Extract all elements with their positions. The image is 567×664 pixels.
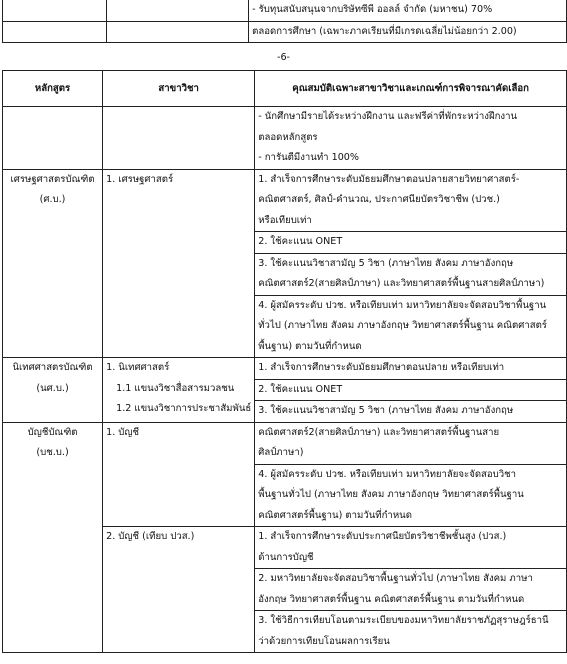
header-row	[3, 71, 567, 107]
criteria-line: ทั่วไป (ภาษาไทย สังคม ภาษาอังกฤษ วิทยาศาสตร์พื้นฐาน คณิตศาสตร์	[255, 316, 567, 337]
criteria-line: อังกฤษ วิทยาศาสตร์พื้นฐาน คณิตศาสตร์พื้นฐาน ตามวันที่กำหนด	[255, 590, 567, 611]
program-communication	[3, 358, 103, 423]
criteria-line: 3. ใช้คะแนนวิชาสามัญ 5 วิชา (ภาษาไทย สังคม ภาษาอังกฤษ	[255, 401, 567, 423]
criteria-line: ด้านการบัญชี	[255, 548, 567, 569]
top-table	[2, 0, 567, 43]
program-name: นิเทศศาสตรบัณฑิต	[12, 362, 93, 373]
criteria-line: หรือเทียบเท่า	[255, 211, 567, 232]
major-line: 1.1 แขนงวิชาสื่อสารมวลชน	[116, 382, 235, 394]
major-line: 1.2 แขนงวิชาการประชาสัมพันธ์	[116, 403, 252, 414]
criteria-line: 3. ใช้วิธีการเทียบโอนตามระเบียบของมหาวิทยาลัยราชภัฏสุราษฎร์ธานี	[255, 611, 567, 632]
top-row-2: ตลอดการศึกษา (เฉพาะภาคเรียนที่มีเกรดเฉลี่ยไม่น้อยกว่า 2.00)	[249, 21, 567, 43]
major-accounting-transfer: 2. บัญชี (เทียบ ปวส.)	[103, 527, 255, 653]
main-table	[2, 70, 567, 653]
major-accounting: 1. บัญชี	[103, 422, 255, 527]
criteria-line: 2. ใช้คะแนน ONET	[255, 232, 567, 254]
header-major: สาขาวิชา	[103, 71, 255, 107]
program-abbr: (บช.บ.)	[36, 447, 69, 458]
program-economics	[3, 169, 103, 358]
criteria-line: 1. สำเร็จการศึกษาระดับมัธยมศึกษาตอนปลายสายวิทยาศาสตร์-	[255, 169, 567, 190]
header-criteria: คุณสมบัติเฉพาะสาขาวิชาและเกณฑ์การพิจารณาคัดเลือก	[255, 71, 567, 107]
criteria-line: 2. มหาวิทยาลัยจะจัดสอบวิชาพื้นฐานทั่วไป (ภาษาไทย สังคม ภาษา	[255, 569, 567, 590]
page-number: -6-	[276, 52, 291, 63]
program-name: บัญชีบัณฑิต	[27, 426, 78, 438]
criteria-line: 1. สำเร็จการศึกษาระดับมัธยมศึกษาตอนปลาย หรือเทียบเท่า	[255, 358, 567, 380]
criteria-line: คณิตศาสตร์2(สายศิลป์ภาษา) และวิทยาศาสตร์พื้นฐานสาย	[255, 422, 567, 443]
continuation-line: - นักศึกษามีรายได้ระหว่างฝึกงาน และฟรีค่าที่พักระหว่างฝึกงาน	[255, 107, 567, 128]
criteria-line: 2. ใช้คะแนน ONET	[255, 379, 567, 401]
program-accounting	[3, 422, 103, 653]
program-name: เศรษฐศาสตรบัณฑิต	[10, 173, 95, 185]
criteria-line: คณิตศาสตร์พื้นฐาน) ตามวันที่กำหนด	[255, 506, 567, 527]
program-abbr: (ศ.บ.)	[39, 194, 66, 205]
major-economics: 1. เศรษฐศาสตร์	[103, 169, 255, 358]
criteria-line: คณิตศาสตร์2(สายศิลป์ภาษา) และวิทยาศาสตร์พื้นฐานสายศิลป์ภาษา)	[255, 274, 567, 295]
continuation-line: - การันตีมีงานทำ 100%	[255, 148, 567, 169]
criteria-line: 4. ผู้สมัครระดับ ปวช. หรือเทียบเท่า มหาวิทยาลัยจะจัดสอบวิชา	[255, 464, 567, 485]
criteria-line: 1. สำเร็จการศึกษาระดับประกาศนียบัตรวิชาชีพชั้นสูง (ปวส.)	[255, 527, 567, 548]
header-program: หลักสูตร	[3, 71, 103, 107]
criteria-line: ศิลป์ภาษา)	[255, 443, 567, 464]
criteria-line: 3. ใช้คะแนนวิชาสามัญ 5 วิชา (ภาษาไทย สังคม ภาษาอังกฤษ	[255, 253, 567, 274]
major-communication	[103, 358, 255, 423]
major-line: 1. นิเทศศาสตร์	[106, 362, 170, 373]
criteria-line: ว่าด้วยการเทียบโอนผลการเรียน	[255, 632, 567, 653]
criteria-line: พื้นฐานทั่วไป (ภาษาไทย สังคม ภาษาอังกฤษ วิทยาศาสตร์พื้นฐาน	[255, 485, 567, 506]
criteria-line: คณิตศาสตร์, ศิลป์-คำนวณ, ประกาศนียบัตรวิชาชีพ (ปวช.)	[255, 190, 567, 211]
program-abbr: (นศ.บ.)	[36, 382, 69, 394]
top-row-1: - รับทุนสนับสนุนจากบริษัทซีพี ออลล์ จำกัด (มหาชน) 70%	[249, 0, 567, 21]
criteria-line: พื้นฐาน) ตามวันที่กำหนด	[255, 337, 567, 358]
criteria-line: 4. ผู้สมัครระดับ ปวช. หรือเทียบเท่า มหาวิทยาลัยจะจัดสอบวิชาพื้นฐาน	[255, 295, 567, 316]
continuation-line: ตลอดหลักสูตร	[255, 128, 567, 149]
